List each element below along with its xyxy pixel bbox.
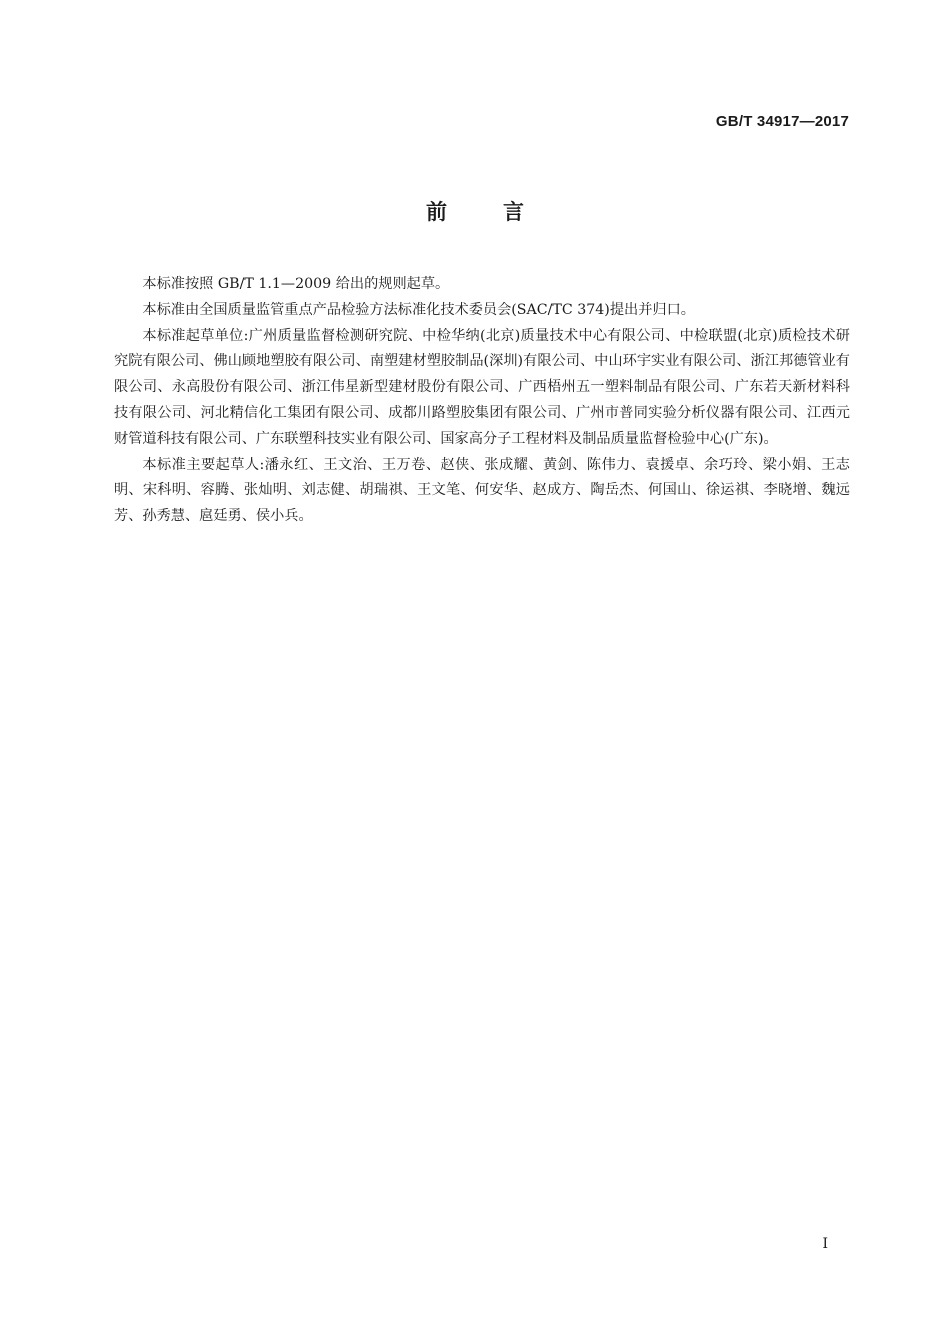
paragraph-proposer: 本标准由全国质量监管重点产品检验方法标准化技术委员会(SAC/TC 374)提出并归口。 xyxy=(142,301,695,318)
foreword-body xyxy=(114,272,850,530)
paragraph-drafting-rules: 本标准按照 GB/T 1.1—2009 给出的规则起草。 xyxy=(142,276,450,292)
page-number: I xyxy=(822,1236,828,1252)
page-title: 前言 xyxy=(426,200,580,224)
paragraph-drafting-units: 本标准起草单位:广州质量监督检测研究院、中检华纳(北京)质量技术中心有限公司、中检联盟(北京)质检技术研究院有限公司、佛山顾地塑胶有限公司、南塑建材塑胶制品(深圳)有限公司、中山环宇实业有限公司、浙江邦德管业有限公司、永高股份有限公司、浙江伟星新型建材股份有限公司、广西梧州五一塑料制品有限公司、广东若天新材料科技有限公司、河北精信化工集团有限公司、成都川路塑胶集团有限公司、广州市普同实验分析仪器有限公司、江西元财管道科技有限公司、广东联塑科技实业有限公司、国家高分子工程材料及制品质量监督检验中心(广东)。 xyxy=(114,327,850,447)
standard-code: GB/T 34917—2017 xyxy=(715,113,849,130)
paragraph-drafters: 本标准主要起草人:潘永红、王文治、王万卷、赵侠、张成耀、黄剑、陈伟力、袁援卓、余巧玲、梁小娟、王志明、宋科明、容腾、张灿明、刘志健、胡瑞祺、王文笔、何安华、赵成方、陶岳杰、何国山、徐运祺、李晓增、魏远芳、孙秀慧、扈廷勇、侯小兵。 xyxy=(114,456,850,525)
